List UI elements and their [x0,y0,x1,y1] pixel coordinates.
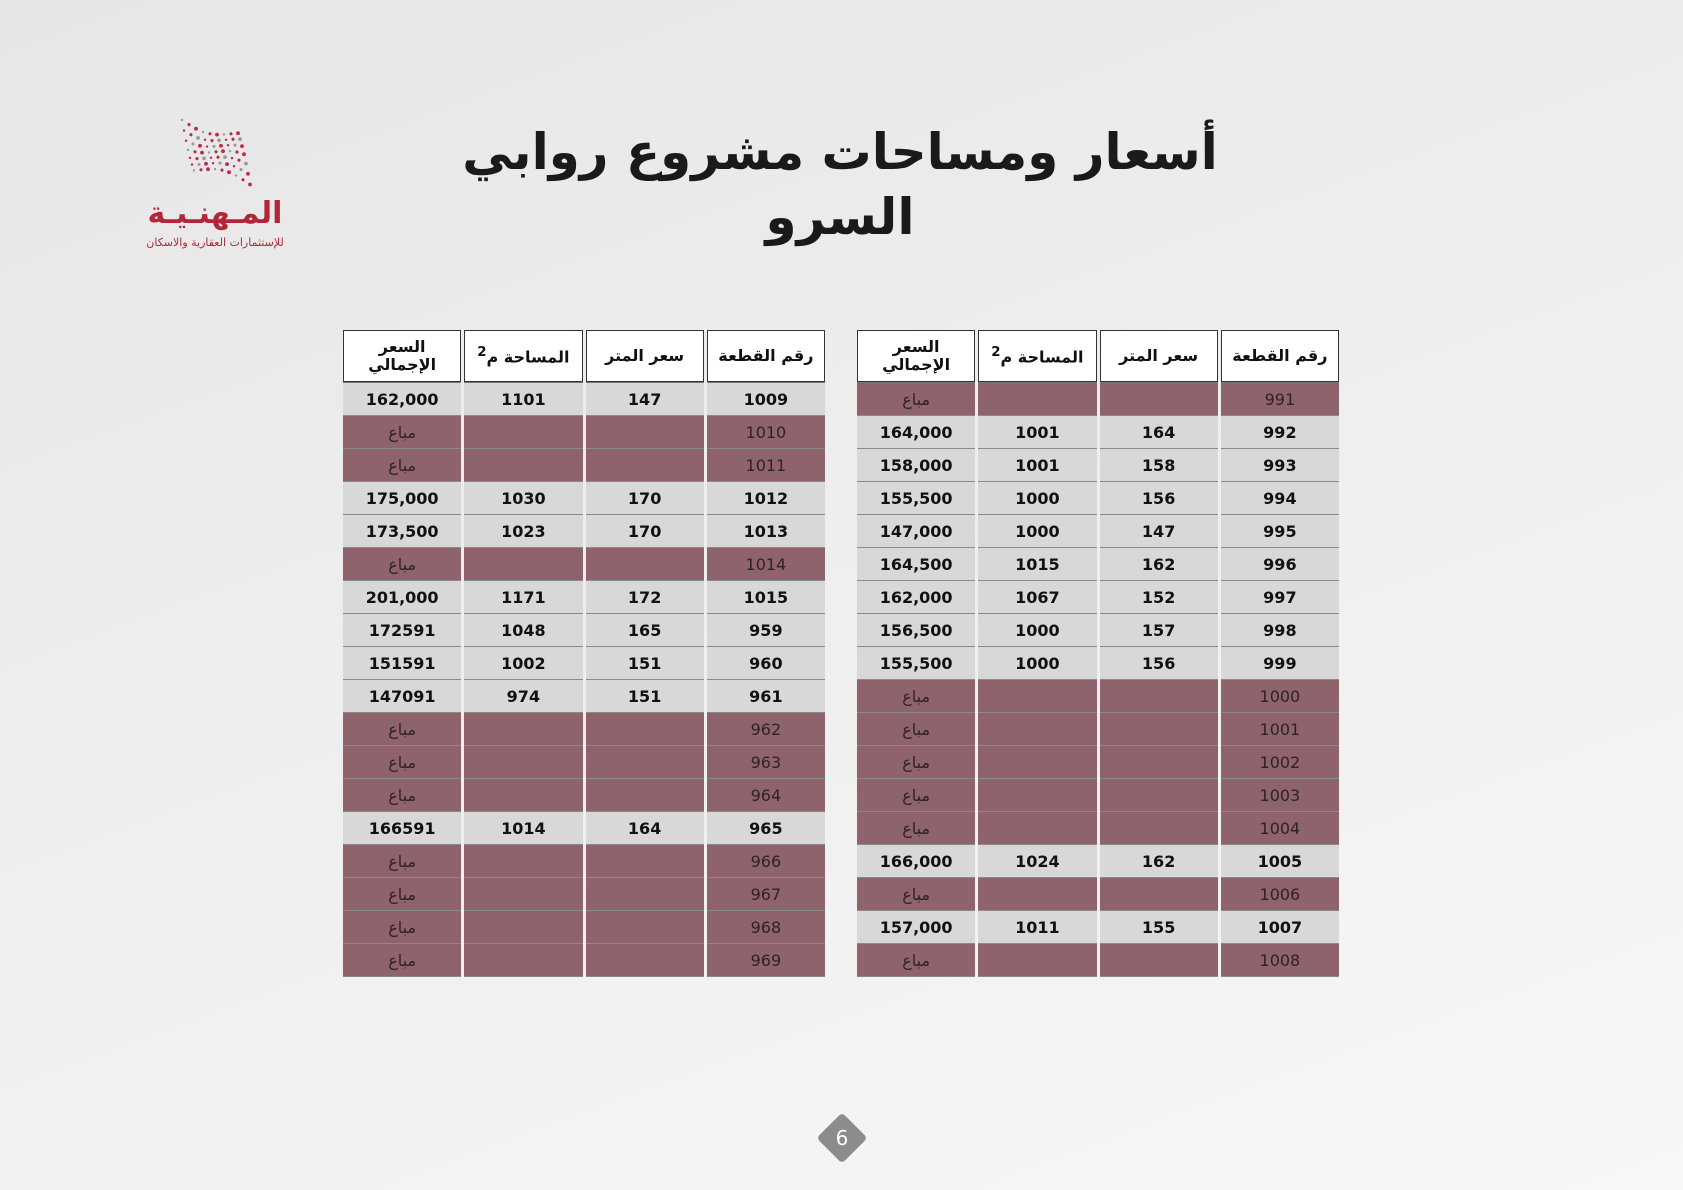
table-row [857,779,1339,812]
header-area-superscript: 2 [477,345,487,361]
area-cell [464,548,582,581]
table-row [343,845,825,878]
plot-number-cell: 969 [707,944,825,977]
area-cell: 1000 [978,482,1096,515]
plot-number-cell: 995 [1221,515,1339,548]
table-row [343,680,825,713]
header-total-price-line2: الإجمالي [882,355,951,374]
price-per-meter-cell [586,548,704,581]
table-row [857,382,1339,416]
area-cell [464,845,582,878]
table-row [857,878,1339,911]
price-per-meter-cell: 156 [1100,482,1218,515]
header-total-price [857,330,975,382]
price-per-meter-cell: 165 [586,614,704,647]
price-per-meter-cell: 164 [1100,416,1218,449]
price-per-meter-cell: 158 [1100,449,1218,482]
area-cell: 1048 [464,614,582,647]
table-header-row [857,330,1339,382]
total-price-cell: مباع [343,416,461,449]
plot-number-cell: 960 [707,647,825,680]
plot-number-cell: 1010 [707,416,825,449]
price-per-meter-cell: 152 [1100,581,1218,614]
area-cell: 1000 [978,647,1096,680]
plot-number-cell: 968 [707,911,825,944]
price-per-meter-cell [1100,713,1218,746]
total-price-cell: 147,000 [857,515,975,548]
table-row [343,878,825,911]
header-total-price-line1: السعر [892,336,940,356]
table-row [343,911,825,944]
logo-mark-icon [172,108,258,194]
total-price-cell: مباع [857,878,975,911]
plot-number-cell: 1002 [1221,746,1339,779]
price-per-meter-cell: 151 [586,647,704,680]
price-per-meter-cell [1100,746,1218,779]
table-row [857,911,1339,944]
total-price-cell: مباع [857,382,975,416]
total-price-cell: مباع [857,746,975,779]
area-cell [464,449,582,482]
plot-number-cell: 962 [707,713,825,746]
plot-number-cell: 992 [1221,416,1339,449]
area-cell: 1030 [464,482,582,515]
price-per-meter-cell [586,911,704,944]
total-price-cell: مباع [343,779,461,812]
total-price-cell: 175,000 [343,482,461,515]
plot-number-cell: 967 [707,878,825,911]
area-cell [464,911,582,944]
area-cell [978,944,1096,977]
total-price-cell: 156,500 [857,614,975,647]
table-row [857,614,1339,647]
plot-number-cell: 1004 [1221,812,1339,845]
plot-number-cell: 1005 [1221,845,1339,878]
table-row [343,779,825,812]
area-cell: 1171 [464,581,582,614]
total-price-cell: مباع [857,812,975,845]
table-row [857,581,1339,614]
total-price-cell: 162,000 [857,581,975,614]
plot-number-cell: 1000 [1221,680,1339,713]
area-cell [978,382,1096,416]
area-cell: 1000 [978,515,1096,548]
total-price-cell: 201,000 [343,581,461,614]
table-row [857,680,1339,713]
area-cell: 1011 [978,911,1096,944]
table-row [857,845,1339,878]
table-row [343,812,825,845]
price-per-meter-cell [586,449,704,482]
price-per-meter-cell: 151 [586,680,704,713]
table-row [857,482,1339,515]
plot-number-cell: 1003 [1221,779,1339,812]
price-per-meter-cell: 147 [586,382,704,416]
plot-number-cell: 991 [1221,382,1339,416]
area-cell [464,416,582,449]
price-table-left [340,330,828,977]
area-cell [978,680,1096,713]
plot-number-cell: 1001 [1221,713,1339,746]
area-cell [978,746,1096,779]
total-price-cell: مباع [343,746,461,779]
area-cell: 1000 [978,614,1096,647]
total-price-cell: 173,500 [343,515,461,548]
total-price-cell: مباع [343,911,461,944]
table-row [857,944,1339,977]
page-title: أسعار ومساحات مشروع روابي السرو [462,123,1218,246]
price-per-meter-cell [586,416,704,449]
area-cell: 1015 [978,548,1096,581]
table-row [343,382,825,416]
table-row [857,515,1339,548]
area-cell [978,713,1096,746]
price-per-meter-cell [586,746,704,779]
header-price-per-meter: سعر المتر [586,330,704,382]
price-per-meter-cell: 170 [586,482,704,515]
price-per-meter-cell: 157 [1100,614,1218,647]
plot-number-cell: 998 [1221,614,1339,647]
header-total-price-line2: الإجمالي [368,355,437,374]
price-per-meter-cell [586,944,704,977]
plot-number-cell: 996 [1221,548,1339,581]
total-price-cell: مباع [857,680,975,713]
price-per-meter-cell [1100,812,1218,845]
table-row [343,746,825,779]
price-per-meter-cell: 170 [586,515,704,548]
area-cell [464,944,582,977]
price-per-meter-cell: 162 [1100,845,1218,878]
price-per-meter-cell [1100,680,1218,713]
area-cell: 1024 [978,845,1096,878]
table-row [343,449,825,482]
logo-company-subtitle: للإستثمارات العقارية والاسكان [146,236,284,249]
table-row [857,548,1339,581]
table-row [343,515,825,548]
total-price-cell: 166,000 [857,845,975,878]
total-price-cell: مباع [857,779,975,812]
total-price-cell: مباع [343,944,461,977]
table-row [343,944,825,977]
price-table-right [854,330,1342,977]
header-total-price [343,330,461,382]
price-per-meter-cell [586,845,704,878]
plot-number-cell: 964 [707,779,825,812]
area-cell [464,779,582,812]
table-row [343,482,825,515]
header-area-label: المساحة م [486,347,570,367]
plot-number-cell: 961 [707,680,825,713]
total-price-cell: 147091 [343,680,461,713]
total-price-cell: 155,500 [857,647,975,680]
price-per-meter-cell: 147 [1100,515,1218,548]
area-cell [464,746,582,779]
total-price-cell: 164,500 [857,548,975,581]
plot-number-cell: 1006 [1221,878,1339,911]
area-cell [978,779,1096,812]
total-price-cell: 166591 [343,812,461,845]
header-area-superscript: 2 [991,345,1001,361]
price-per-meter-cell: 155 [1100,911,1218,944]
table-row [857,812,1339,845]
total-price-cell: مباع [857,713,975,746]
table-row [857,746,1339,779]
logo-company-name: المـهنـيـة [147,196,283,231]
total-price-cell: 157,000 [857,911,975,944]
table-row [343,614,825,647]
header-plot-number: رقم القطعة [707,330,825,382]
page-number-badge [817,1113,867,1163]
total-price-cell: 162,000 [343,382,461,416]
area-cell: 1014 [464,812,582,845]
table-row [343,647,825,680]
table-row [343,416,825,449]
area-cell: 1001 [978,416,1096,449]
table-row [343,713,825,746]
area-cell [978,878,1096,911]
price-per-meter-cell: 164 [586,812,704,845]
area-cell: 1067 [978,581,1096,614]
area-cell [464,878,582,911]
price-per-meter-cell: 172 [586,581,704,614]
plot-number-cell: 999 [1221,647,1339,680]
area-cell [978,812,1096,845]
table-row [857,449,1339,482]
plot-number-cell: 1013 [707,515,825,548]
price-per-meter-cell [1100,944,1218,977]
page-number: 6 [835,1126,849,1150]
plot-number-cell: 1014 [707,548,825,581]
table-row [857,416,1339,449]
table-row [343,581,825,614]
area-cell: 974 [464,680,582,713]
price-per-meter-cell: 156 [1100,647,1218,680]
area-cell: 1101 [464,382,582,416]
header-total-price-line1: السعر [378,336,426,356]
plot-number-cell: 1008 [1221,944,1339,977]
plot-number-cell: 1012 [707,482,825,515]
table-row [343,548,825,581]
total-price-cell: مباع [343,449,461,482]
table-header-row [343,330,825,382]
header-area-label: المساحة م [1000,347,1084,367]
area-cell: 1023 [464,515,582,548]
plot-number-cell: 993 [1221,449,1339,482]
plot-number-cell: 959 [707,614,825,647]
total-price-cell: 158,000 [857,449,975,482]
price-per-meter-cell [1100,878,1218,911]
plot-number-cell: 966 [707,845,825,878]
area-cell: 1001 [978,449,1096,482]
plot-number-cell: 1015 [707,581,825,614]
area-cell [464,713,582,746]
table-row [857,647,1339,680]
plot-number-cell: 997 [1221,581,1339,614]
plot-number-cell: 994 [1221,482,1339,515]
total-price-cell: 172591 [343,614,461,647]
header-area [464,330,582,382]
total-price-cell: 164,000 [857,416,975,449]
plot-number-cell: 965 [707,812,825,845]
header-plot-number: رقم القطعة [1221,330,1339,382]
plot-number-cell: 963 [707,746,825,779]
total-price-cell: مباع [343,548,461,581]
plot-number-cell: 1009 [707,382,825,416]
price-per-meter-cell [1100,779,1218,812]
header-area [978,330,1096,382]
total-price-cell: 151591 [343,647,461,680]
total-price-cell: مباع [343,878,461,911]
plot-number-cell: 1011 [707,449,825,482]
total-price-cell: مباع [857,944,975,977]
company-logo [130,108,300,258]
header-price-per-meter: سعر المتر [1100,330,1218,382]
price-per-meter-cell: 162 [1100,548,1218,581]
total-price-cell: مباع [343,713,461,746]
table-row [857,713,1339,746]
plot-number-cell: 1007 [1221,911,1339,944]
price-per-meter-cell [586,779,704,812]
price-per-meter-cell [1100,382,1218,416]
total-price-cell: مباع [343,845,461,878]
price-per-meter-cell [586,878,704,911]
price-per-meter-cell [586,713,704,746]
area-cell: 1002 [464,647,582,680]
total-price-cell: 155,500 [857,482,975,515]
